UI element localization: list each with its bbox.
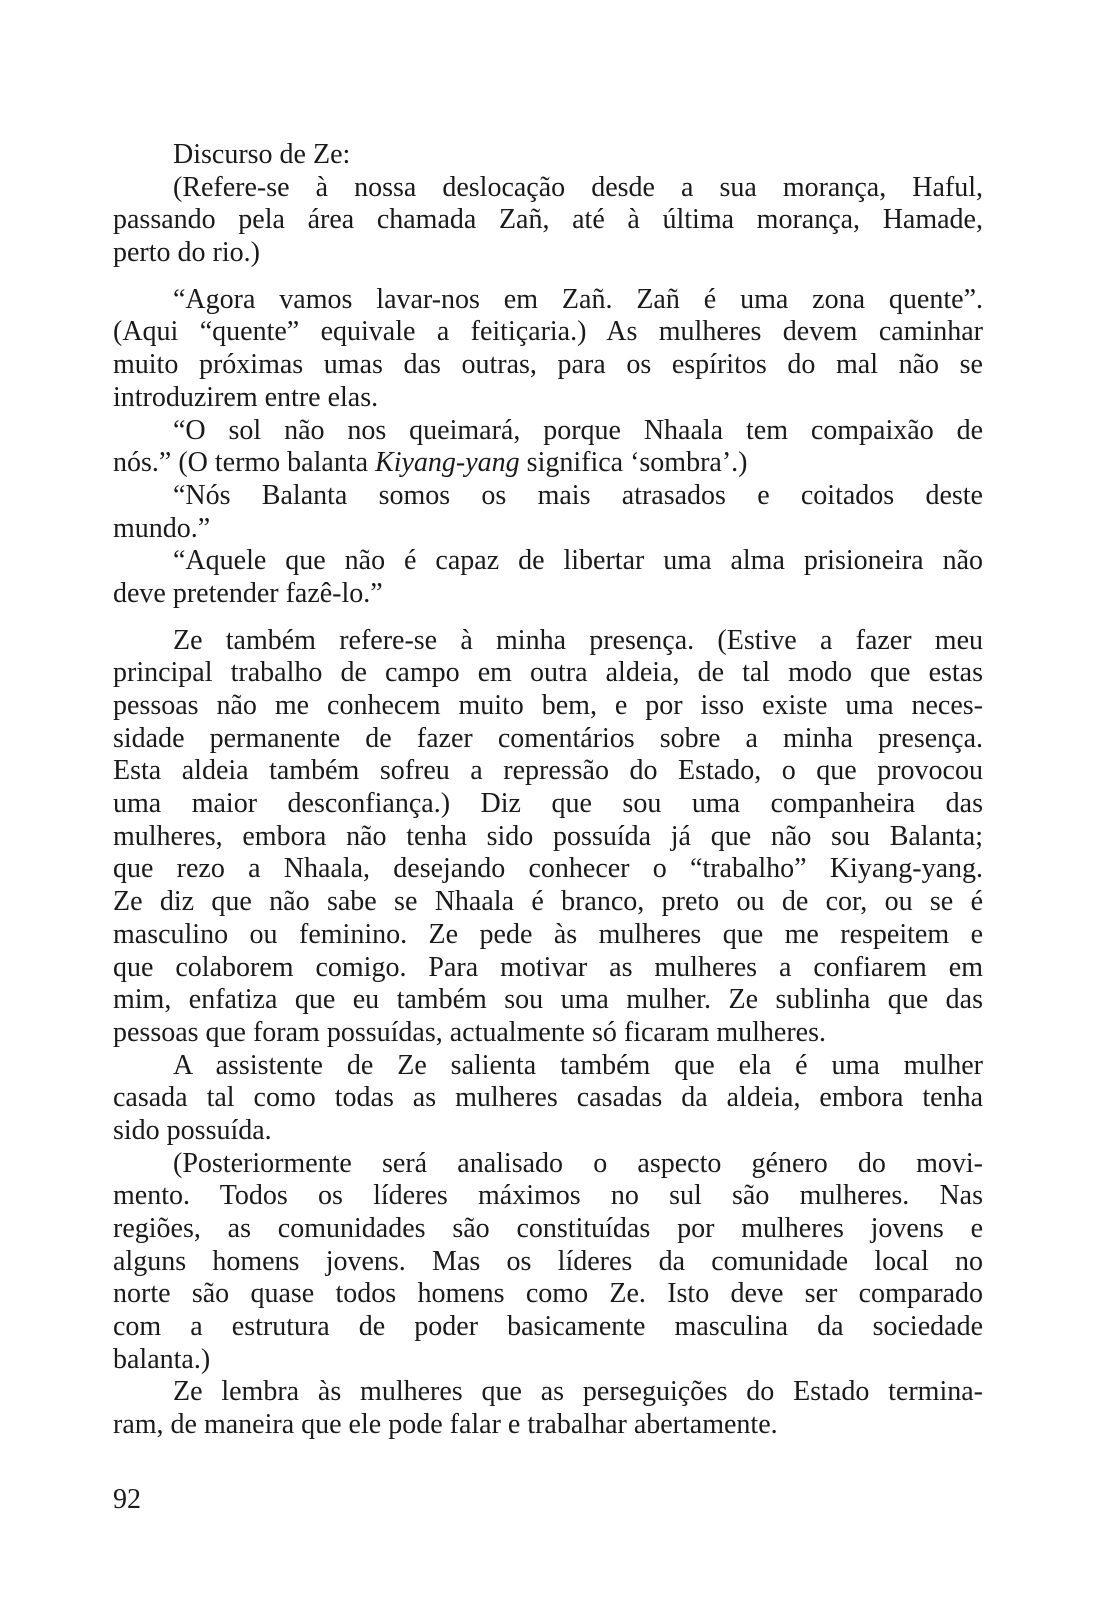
- text-line: Esta aldeia também sofreu a repressão do Estado, o que provocou: [113, 755, 983, 787]
- text-line: Ze lembra às mulheres que as perseguições do Estado termina-: [173, 1376, 983, 1408]
- text-line: “Aquele que não é capaz de libertar uma alma prisioneira não: [173, 545, 983, 577]
- italic-term: Kiyang-yang: [375, 447, 520, 479]
- text-line: (Refere-se à nossa deslocação desde a sua morança, Haful,: [173, 171, 983, 203]
- page-number: 92: [113, 1484, 141, 1515]
- text-line: [113, 447, 983, 480]
- text-line: “Nós Balanta somos os mais atrasados e coitados deste: [173, 479, 983, 511]
- text-line: (Posteriormente será analisado o aspecto género do movi-: [173, 1147, 983, 1179]
- text-line: Ze diz que não sabe se Nhaala é branco, preto ou de cor, ou se é: [113, 886, 983, 918]
- text-segment: nós.” (O termo balanta: [113, 447, 376, 479]
- text-line: mim, enfatiza que eu também sou uma mulher. Ze sublinha que das: [113, 984, 983, 1016]
- text-segment: significa ‘sombra’.): [519, 447, 748, 479]
- text-line: uma maior desconfiança.) Diz que sou uma companheira das: [113, 788, 983, 820]
- text-line: regiões, as comunidades são constituídas por mulheres jovens e: [113, 1213, 983, 1244]
- text-line: pessoas não me conhecem muito bem, e por isso existe uma neces-: [113, 690, 983, 721]
- text-line: perto do rio.): [113, 237, 260, 269]
- text-line: casada tal como todas as mulheres casadas da aldeia, embora tenha: [113, 1082, 983, 1114]
- text-line: introduzirem entre elas.: [113, 381, 379, 413]
- text-line: mulheres, embora não tenha sido possuída já que não sou Balanta;: [113, 820, 983, 852]
- text-line: deve pretender fazê-lo.”: [113, 577, 383, 609]
- text-line: Ze também refere-se à minha presença. (Estive a fazer meu: [173, 624, 983, 656]
- text-line: (Aqui “quente” equivale a feitiçaria.) As mulheres devem caminhar: [113, 316, 983, 348]
- text-line: “Agora vamos lavar-nos em Zañ. Zañ é uma zona quente”.: [173, 283, 983, 315]
- text-line: principal trabalho de campo em outra aldeia, de tal modo que estas: [113, 657, 983, 689]
- text-line: “O sol não nos queimará, porque Nhaala tem compaixão de: [173, 414, 983, 446]
- text-line: ram, de maneira que ele pode falar e trabalhar abertamente.: [113, 1409, 778, 1441]
- text-line: balanta.): [113, 1343, 211, 1375]
- text-line: mento. Todos os líderes máximos no sul são mulheres. Nas: [113, 1180, 983, 1212]
- text-line: Discurso de Ze:: [173, 139, 351, 170]
- text-line: sidade permanente de fazer comentários sobre a minha presença.: [113, 722, 983, 754]
- page-body: [113, 139, 983, 1442]
- text-line: mundo.”: [113, 512, 211, 544]
- text-line: muito próximas umas das outras, para os espíritos do mal não se: [113, 349, 983, 381]
- text-line: que colaborem comigo. Para motivar as mulheres a confiarem em: [113, 951, 983, 983]
- text-line: alguns homens jovens. Mas os líderes da comunidade local no: [113, 1245, 983, 1277]
- text-line: passando pela área chamada Zañ, até à última morança, Hamade,: [113, 204, 983, 236]
- text-line: que rezo a Nhaala, desejando conhecer o “trabalho” Kiyang-yang.: [113, 853, 983, 885]
- text-line: com a estrutura de poder basicamente masculina da sociedade: [113, 1311, 983, 1343]
- text-line: norte são quase todos homens como Ze. Isto deve ser comparado: [113, 1278, 983, 1310]
- text-line: sido possuída.: [113, 1114, 272, 1146]
- text-line: A assistente de Ze salienta também que ela é uma mulher: [173, 1049, 983, 1081]
- text-line: masculino ou feminino. Ze pede às mulheres que me respeitem e: [113, 918, 983, 950]
- text-line: pessoas que foram possuídas, actualmente só ficaram mulheres.: [113, 1016, 827, 1048]
